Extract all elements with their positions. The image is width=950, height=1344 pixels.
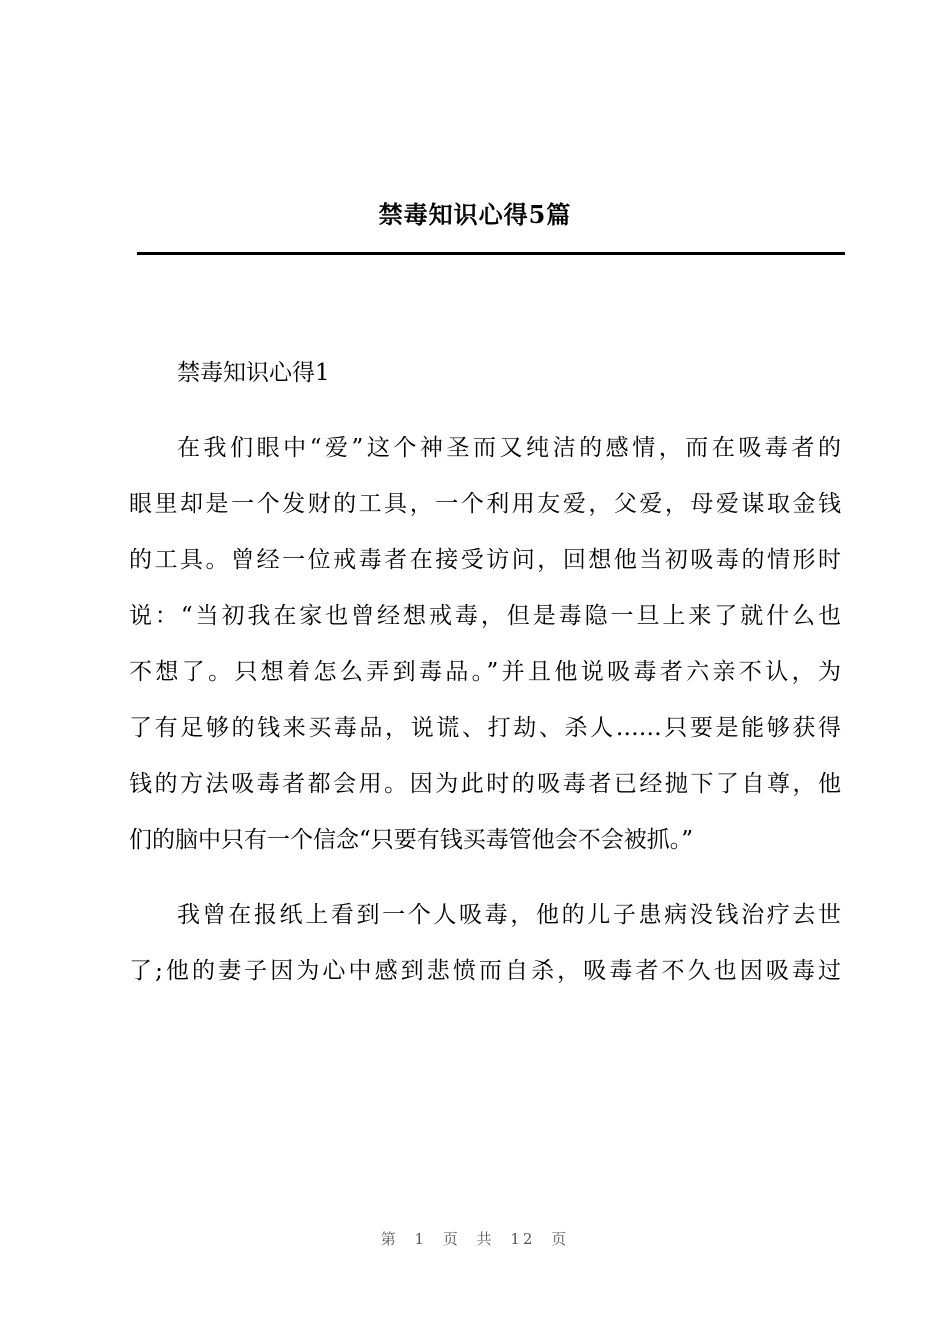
paragraph-line: 不想了。只想着怎么弄到毒品。”并且他说吸毒者六亲不认，为 (129, 659, 841, 685)
paragraph-line: 眼里却是一个发财的工具，一个利用友爱，父爱，母爱谋取金钱 (129, 491, 841, 517)
paragraph-line: 说：“当初我在家也曾经想戒毒，但是毒隐一旦上来了就什么也 (129, 603, 841, 629)
paragraph-1 (129, 420, 841, 868)
title-underline (137, 252, 845, 255)
document-title: 禁毒知识心得5篇 (378, 200, 572, 229)
document-body (129, 345, 841, 999)
section-heading: 禁毒知识心得1 (177, 360, 330, 386)
paragraph-line: 了有足够的钱来买毒品，说谎、打劫、杀人……只要是能够获得 (129, 715, 841, 741)
page-footer: 第 1 页 共 12 页 (380, 1230, 570, 1248)
paragraph-line: 们的脑中只有一个信念“只要有钱买毒管他会不会被抓。” (129, 827, 694, 853)
paragraph-line: 的工具。曾经一位戒毒者在接受访问，回想他当初吸毒的情形时 (129, 547, 841, 573)
paragraph-line: 了;他的妻子因为心中感到悲愤而自杀，吸毒者不久也因吸毒过 (129, 958, 841, 984)
paragraph-line: 钱的方法吸毒者都会用。因为此时的吸毒者已经抛下了自尊，他 (129, 771, 841, 797)
paragraph-line: 在我们眼中“爱”这个神圣而又纯洁的感情，而在吸毒者的 (177, 435, 841, 461)
paragraph-line: 我曾在报纸上看到一个人吸毒，他的儿子患病没钱治疗去世 (177, 902, 841, 928)
paragraph-2 (129, 887, 841, 999)
